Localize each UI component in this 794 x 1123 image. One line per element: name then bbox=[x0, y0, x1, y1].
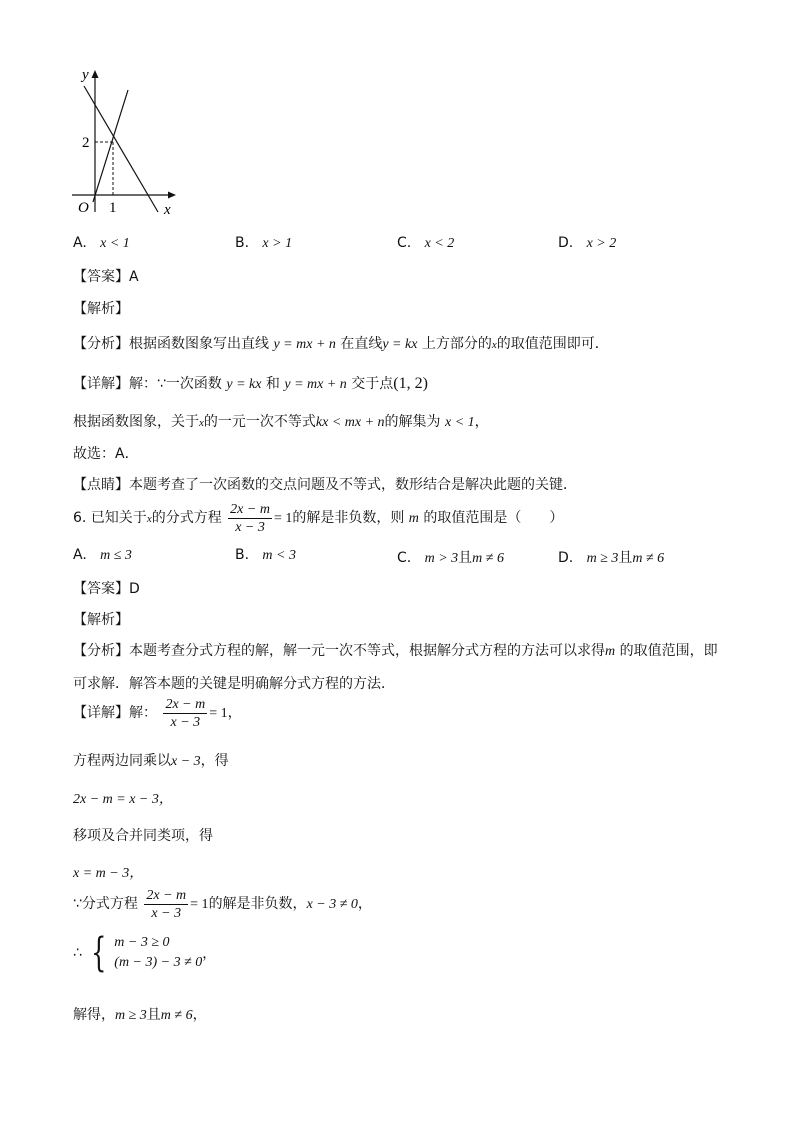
xiangjie-eq: y = kx bbox=[226, 377, 262, 392]
solution-var: x bbox=[199, 417, 204, 429]
q5-solution-line bbox=[73, 411, 489, 431]
q6-option-letter: D. bbox=[558, 550, 574, 566]
stem-text: 的取值范围是（ ） bbox=[423, 510, 564, 526]
q5-option-expr: x < 2 bbox=[424, 236, 455, 251]
q5-option-b[interactable] bbox=[235, 235, 292, 252]
q5-xiangjie bbox=[73, 373, 428, 393]
q5-option-expr: x > 2 bbox=[586, 236, 617, 251]
stem-eq: = 1 bbox=[273, 511, 293, 526]
q5-choose: 故选：A． bbox=[73, 446, 139, 462]
q5-option-expr: x > 1 bbox=[262, 236, 293, 251]
q6-option-letter: C. bbox=[397, 550, 412, 566]
q6-option-c[interactable] bbox=[397, 547, 504, 567]
solution-text: ， bbox=[474, 414, 489, 430]
xiangjie-text: 解：∵一次函数 bbox=[129, 376, 222, 392]
q6-option-expr: m > 3 bbox=[424, 551, 459, 566]
fenxi-tag: 【分析】 bbox=[73, 336, 129, 352]
q6-option-expr2: m ≠ 6 bbox=[632, 551, 665, 566]
q6-step4: x = m − 3， bbox=[73, 866, 144, 881]
function-graph bbox=[60, 62, 190, 222]
q6-option-b[interactable] bbox=[235, 547, 296, 564]
x-axis-arrow bbox=[168, 192, 176, 199]
fraction bbox=[144, 887, 188, 922]
q6-step5 bbox=[73, 886, 372, 923]
stem-text: 的解是非负数，则 bbox=[292, 510, 405, 526]
final-text: 解得， bbox=[73, 1007, 115, 1023]
xiangjie-text: 和 bbox=[265, 376, 280, 392]
step-eq: = 1 bbox=[190, 897, 209, 912]
q6-fenxi-line2: 可求解．解答本题的关键是明确解分式方程的方法． bbox=[73, 676, 395, 692]
fenxi-text: 本题考查分式方程的解，解一元一次不等式，根据解分式方程的方法可以求得 bbox=[129, 643, 605, 659]
q5-option-letter: A. bbox=[73, 235, 87, 251]
fraction-numerator: 2x − m bbox=[230, 501, 270, 517]
solution-ineq: kx < mx + n bbox=[315, 415, 385, 430]
solution-result: x < 1 bbox=[445, 415, 475, 430]
q5-option-expr: x < 1 bbox=[100, 236, 130, 251]
q6-option-letter: B. bbox=[235, 547, 250, 563]
xiangjie-eq: = 1， bbox=[209, 706, 242, 721]
y-axis-label: y bbox=[82, 67, 89, 83]
fenxi-text: 的取值范围即可． bbox=[496, 336, 609, 352]
xiangjie-text: 交于点 bbox=[351, 376, 394, 392]
q6-system bbox=[73, 930, 217, 976]
xiangjie-text: 解： bbox=[129, 705, 157, 721]
answer-value: D bbox=[129, 581, 140, 597]
xiangjie-tag: 【详解】 bbox=[73, 705, 129, 721]
fraction bbox=[163, 696, 207, 731]
xiangjie-tag: 【详解】 bbox=[73, 376, 129, 392]
fenxi-var: x bbox=[491, 339, 497, 351]
q6-step1 bbox=[73, 750, 229, 770]
answer-value: A bbox=[129, 269, 139, 285]
q6-option-conj: 且 bbox=[618, 550, 633, 566]
fraction-numerator: 2x − m bbox=[165, 696, 206, 712]
q6-xiangjie bbox=[73, 695, 242, 732]
solution-text: 的解集为 bbox=[384, 414, 441, 430]
q6-fenxi-line1 bbox=[73, 640, 718, 660]
x-tick-label: 1 bbox=[109, 200, 117, 216]
step-cond: x − 3 ≠ 0 bbox=[306, 897, 358, 912]
fraction-denominator: x − 3 bbox=[235, 519, 265, 535]
system-line-2: (m − 3) − 3 ≠ 0 bbox=[114, 955, 203, 970]
step-text: ∵分式方程 bbox=[73, 896, 138, 912]
q5-option-letter: D. bbox=[558, 235, 574, 251]
answer-tag: 【答案】 bbox=[73, 269, 129, 285]
fenxi-tag: 【分析】 bbox=[73, 643, 129, 659]
fraction-denominator: x − 3 bbox=[170, 714, 201, 730]
fenxi-text: 上方部分的 bbox=[421, 336, 492, 352]
q6-option-expr: m < 3 bbox=[262, 548, 296, 563]
left-brace: { bbox=[91, 930, 107, 976]
stem-text: 的分式方程 bbox=[151, 510, 222, 526]
q6-final bbox=[73, 1004, 207, 1024]
q6-analysis-tag: 【解析】 bbox=[73, 612, 129, 628]
q6-option-expr2: m ≠ 6 bbox=[472, 551, 504, 566]
q5-answer bbox=[73, 266, 139, 286]
fenxi-m: m bbox=[605, 644, 616, 659]
xiangjie-eq: y = mx + n bbox=[284, 377, 347, 392]
fraction-denominator: x − 3 bbox=[151, 905, 182, 921]
q6-step3: 移项及合并同类项，得 bbox=[73, 828, 213, 844]
origin-label: O bbox=[78, 200, 89, 216]
q6-stem bbox=[73, 500, 563, 537]
step-text: 的解是非负数， bbox=[208, 896, 307, 912]
q5-option-c[interactable] bbox=[397, 235, 454, 252]
y-tick-label: 2 bbox=[82, 135, 90, 151]
fraction bbox=[228, 501, 272, 536]
system-line-1: m − 3 ≥ 0 bbox=[114, 935, 170, 950]
final-expr: m ≥ 3 bbox=[115, 1008, 147, 1023]
q5-option-a[interactable] bbox=[73, 235, 130, 252]
line-y-kx bbox=[93, 90, 128, 202]
step-text: ，得 bbox=[200, 753, 229, 769]
q6-option-letter: A. bbox=[73, 547, 87, 563]
q6-answer bbox=[73, 578, 140, 598]
y-axis-arrow bbox=[92, 70, 99, 78]
q5-option-letter: C. bbox=[397, 235, 412, 251]
final-expr: m ≠ 6 bbox=[160, 1008, 193, 1023]
q6-option-expr: m ≤ 3 bbox=[100, 548, 132, 563]
q6-option-d[interactable] bbox=[558, 547, 664, 567]
q5-analysis-tag: 【解析】 bbox=[73, 301, 129, 317]
x-axis-label: x bbox=[164, 202, 171, 218]
q5-option-d[interactable] bbox=[558, 235, 616, 252]
stem-m: m bbox=[408, 511, 419, 526]
step-text: ， bbox=[357, 896, 372, 912]
intersection-point: (1, 2) bbox=[393, 375, 428, 392]
step-expr: x − 3 bbox=[171, 754, 201, 769]
q5-fenxi bbox=[73, 333, 609, 353]
fenxi-text: 在直线 bbox=[340, 336, 383, 352]
fraction-numerator: 2x − m bbox=[146, 887, 187, 903]
q6-step2: 2x − m = x − 3， bbox=[73, 792, 173, 807]
stem-var: x bbox=[146, 513, 152, 525]
final-text: 且 bbox=[146, 1007, 161, 1023]
fenxi-eq: y = kx bbox=[382, 337, 418, 352]
dianjing-text: 本题考查了一次函数的交点问题及不等式，数形结合是解决此题的关键． bbox=[129, 477, 577, 493]
solution-text: 根据函数图象，关于 bbox=[73, 414, 199, 430]
solution-text: 的一元一次不等式 bbox=[203, 414, 316, 430]
therefore-symbol: ∴ bbox=[73, 945, 82, 961]
q5-option-letter: B. bbox=[235, 235, 250, 251]
q6-option-conj: 且 bbox=[458, 550, 473, 566]
q6-option-expr: m ≥ 3 bbox=[586, 551, 619, 566]
final-text: ， bbox=[192, 1007, 207, 1023]
q6-option-a[interactable] bbox=[73, 547, 132, 564]
fenxi-text: 的取值范围，即 bbox=[619, 643, 718, 659]
q5-dianjing bbox=[73, 474, 577, 494]
stem-text: 已知关于 bbox=[90, 510, 147, 526]
inequality-system bbox=[114, 933, 202, 973]
answer-tag: 【答案】 bbox=[73, 581, 129, 597]
system-tail: ， bbox=[202, 946, 217, 962]
question-number: 6. bbox=[73, 510, 87, 526]
step-text: 方程两边同乘以 bbox=[73, 753, 171, 769]
fenxi-text: 根据函数图象写出直线 bbox=[129, 336, 269, 352]
dianjing-tag: 【点睛】 bbox=[73, 477, 129, 493]
fenxi-eq: y = mx + n bbox=[273, 337, 336, 352]
